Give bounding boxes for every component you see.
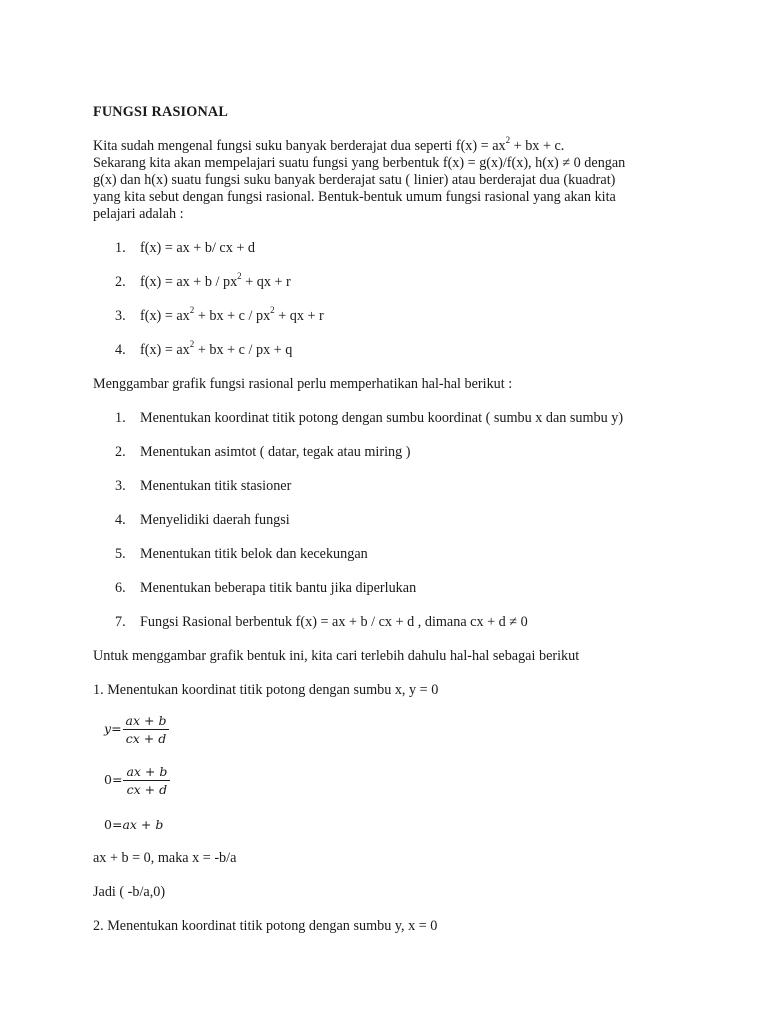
intro-line-3: g(x) dan h(x) suatu fungsi suku banyak berderajat satu ( linier) atau berderajat dua (kuadrat) [93,172,616,188]
form-text: $f(x) = ax^2$ + bx + c / $px^2$ + qx + r [140,305,324,324]
steps-intro: Menggambar grafik fungsi rasional perlu memperhatikan hal-hal berikut : [93,376,513,392]
form-number: 1. [115,240,126,256]
eq2-fraction [123,764,170,797]
step-number: 5. [115,546,126,562]
step-text: Menentukan asimtot ( datar, tegak atau miring ) [140,444,411,460]
step-text: Menentukan beberapa titik bantu jika diperlukan [140,580,417,596]
step-text: Fungsi Rasional berbentuk f(x) = ax + b / cx + d , dimana cx + d ≠ 0 [140,614,528,630]
sub1-heading: 1. Menentukan koordinat titik potong dengan sumbu x, y = 0 [93,682,439,698]
intro-line-1 [93,135,565,155]
step-text: Menentukan koordinat titik potong dengan sumbu koordinat ( sumbu x dan sumbu y) [140,410,624,426]
form-number: 3. [115,308,126,324]
step-text: Menyelidiki daerah fungsi [140,512,290,528]
step-number: 2. [115,444,126,460]
form-number: 4. [115,342,126,358]
intro-line-1-a: Kita sudah mengenal fungsi suku banyak berderajat dua seperti f(x) = ax [93,138,506,154]
result-line: ax + b = 0, maka x = -b/a [93,850,237,866]
sub2-heading: 2. Menentukan koordinat titik potong dengan sumbu y, x = 0 [93,918,438,934]
eq1-denominator: cx + d [125,731,167,746]
eq2-equals: = [111,772,123,787]
eq3-equals: = [111,817,123,832]
section-intro: Untuk menggambar grafik bentuk ini, kita cari terlebih dahulu hal-hal sebagai berikut [93,648,580,664]
step-number: 7. [115,614,126,630]
step-number: 1. [115,410,126,426]
eq2-denominator: cx + d [126,782,168,797]
eq1-lhs: y [104,721,112,736]
page-title: FUNGSI RASIONAL [93,104,229,120]
intro-line-1-sup: 2 [505,135,511,146]
equation-2 [104,764,170,797]
intro-line-4: yang kita sebut dengan fungsi rasional. Bentuk-bentuk umum fungsi rasional yang akan kita [93,189,616,205]
equation-1 [104,713,169,746]
eq1-equals: = [111,721,122,736]
step-number: 4. [115,512,126,528]
form-text: f(x) = ax + b / $px^2$ + qx + r [140,271,291,290]
eq3-rhs: ax + b [122,817,164,832]
step-number: 6. [115,580,126,596]
equation-3 [104,816,163,833]
eq2-numerator: ax + b [123,764,170,781]
form-text: $f(x) = ax^2$ + bx + c / px + q [140,339,293,358]
jadi-line: Jadi ( -b/a,0) [93,884,166,900]
step-text: Menentukan titik stasioner [140,478,292,494]
intro-line-1-b: + bx + c. [510,138,565,154]
step-text: Menentukan titik belok dan kecekungan [140,546,368,562]
form-text: f(x) = ax + b/ cx + d [140,240,256,256]
eq3-lhs: 0 [104,817,112,832]
step-number: 3. [115,478,126,494]
intro-line-5: pelajari adalah : [93,206,184,222]
intro-line-2: Sekarang kita akan mempelajari suatu fungsi yang berbentuk f(x) = g(x)/f(x), h(x) ≠ 0 dengan [93,155,626,171]
eq1-numerator: ax + b [123,713,170,730]
eq1-fraction [123,713,170,746]
eq2-lhs: 0 [104,772,112,787]
form-number: 2. [115,274,126,290]
